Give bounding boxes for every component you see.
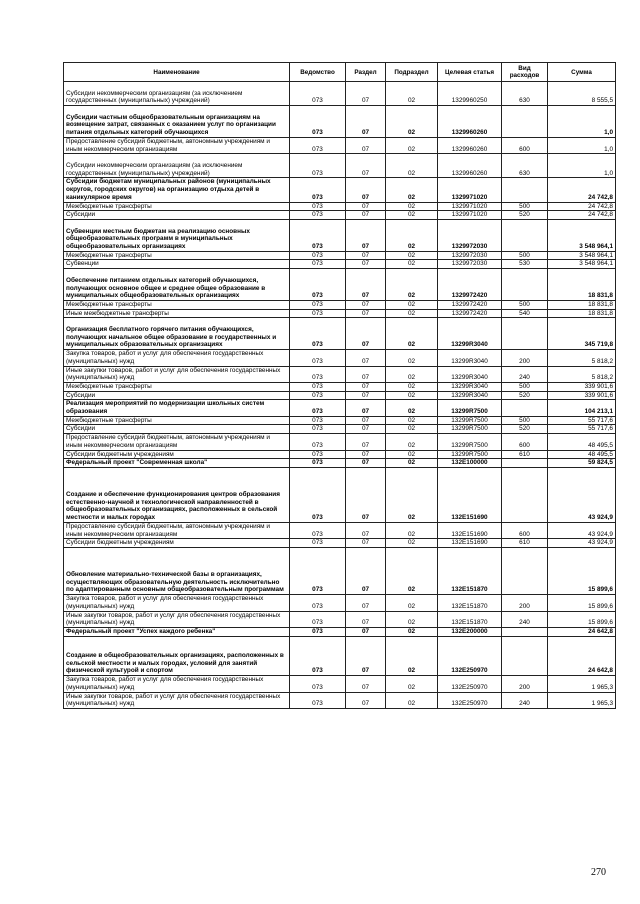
cell-expense-type [502,400,548,416]
cell-expense-type: 530 [502,260,548,269]
cell-name: Иные закупки товаров, работ и услуг для обеспечения государственных (муниципальных) нужд [64,366,290,382]
cell-target-article: 132E151870 [438,547,502,594]
cell-vedomstvo: 073 [290,318,346,350]
cell-podrazdel: 02 [386,300,438,309]
cell-target-article: 1329972420 [438,309,502,318]
cell-expense-type [502,269,548,301]
cell-name: Предоставление субсидий бюджетным, автономным учреждениям и иным некоммерческим организациям [64,434,290,450]
cell-podrazdel: 02 [386,211,438,220]
cell-name: Субсидии [64,211,290,220]
cell-name: Организация бесплатного горячего питания обучающихся, получающих начальное общее образование в государственных и муниципальных образовательных организациях [64,318,290,350]
cell-vedomstvo: 073 [290,106,346,138]
cell-target-article: 132E151690 [438,522,502,538]
cell-razdel: 07 [346,211,386,220]
cell-vedomstvo: 073 [290,82,346,106]
cell-razdel: 07 [346,82,386,106]
cell-sum: 339 901,6 [548,382,616,391]
table-row [64,522,616,538]
cell-sum: 5 818,2 [548,350,616,366]
cell-name: Закупка товаров, работ и услуг для обеспечения государственных (муниципальных) нужд [64,676,290,692]
cell-vedomstvo: 073 [290,416,346,425]
cell-target-article: 1329960260 [438,137,502,153]
cell-target-article: 1329971020 [438,202,502,211]
cell-podrazdel: 02 [386,219,438,251]
cell-podrazdel: 02 [386,251,438,260]
cell-razdel: 07 [346,366,386,382]
cell-target-article: 132E200000 [438,627,502,636]
table-row [64,219,616,251]
cell-razdel: 07 [346,391,386,400]
cell-sum: 24 642,8 [548,636,616,676]
cell-sum: 3 548 964,1 [548,251,616,260]
cell-name: Предоставление субсидий бюджетным, автономным учреждениям и иным некоммерческим организациям [64,137,290,153]
table-row [64,106,616,138]
table-row [64,539,616,548]
cell-podrazdel: 02 [386,391,438,400]
cell-expense-type: 600 [502,434,548,450]
cell-vedomstvo: 073 [290,425,346,434]
table-row [64,636,616,676]
table-row [64,692,616,708]
cell-target-article: 132E151690 [438,539,502,548]
cell-vedomstvo: 073 [290,154,346,178]
table-row [64,269,616,301]
cell-sum: 24 642,8 [548,627,616,636]
cell-vedomstvo: 073 [290,636,346,676]
cell-expense-type [502,318,548,350]
cell-expense-type [502,467,548,522]
cell-vedomstvo: 073 [290,676,346,692]
cell-expense-type [502,627,548,636]
cell-target-article: 132E151870 [438,611,502,627]
table-row [64,627,616,636]
table-row [64,350,616,366]
cell-razdel: 07 [346,539,386,548]
cell-podrazdel: 02 [386,522,438,538]
cell-sum: 15 899,6 [548,547,616,594]
cell-razdel: 07 [346,137,386,153]
table-row [64,309,616,318]
cell-vedomstvo: 073 [290,219,346,251]
cell-expense-type: 520 [502,391,548,400]
cell-name: Иные закупки товаров, работ и услуг для обеспечения государственных (муниципальных) нужд [64,692,290,708]
cell-vedomstvo: 073 [290,692,346,708]
page-number: 270 [591,867,606,878]
table-row [64,416,616,425]
cell-name: Субсидии [64,391,290,400]
cell-vedomstvo: 073 [290,309,346,318]
cell-podrazdel: 02 [386,366,438,382]
cell-vedomstvo: 073 [290,269,346,301]
cell-vedomstvo: 073 [290,522,346,538]
cell-sum: 59 824,5 [548,459,616,468]
cell-vedomstvo: 073 [290,350,346,366]
header-target-article: Целевая статья [438,63,502,82]
cell-razdel: 07 [346,547,386,594]
cell-razdel: 07 [346,202,386,211]
cell-razdel: 07 [346,219,386,251]
table-row [64,611,616,627]
cell-vedomstvo: 073 [290,366,346,382]
cell-razdel: 07 [346,595,386,611]
cell-razdel: 07 [346,106,386,138]
cell-sum: 1,0 [548,137,616,153]
cell-expense-type [502,106,548,138]
table-row [64,178,616,202]
table-row [64,391,616,400]
table-row [64,400,616,416]
cell-razdel: 07 [346,300,386,309]
cell-name: Реализация мероприятий по модернизации школьных систем образования [64,400,290,416]
cell-podrazdel: 02 [386,459,438,468]
cell-target-article: 13299R3040 [438,391,502,400]
cell-razdel: 07 [346,627,386,636]
cell-name: Субсидии бюджетам муниципальных районов (муниципальных округов, городских округов) на организацию отдыха детей в каникулярное время [64,178,290,202]
cell-razdel: 07 [346,434,386,450]
table-row [64,211,616,220]
cell-podrazdel: 02 [386,676,438,692]
cell-target-article: 1329972030 [438,260,502,269]
table-header-row [64,63,616,82]
cell-podrazdel: 02 [386,467,438,522]
cell-target-article: 1329972420 [438,269,502,301]
cell-sum: 43 924,9 [548,539,616,548]
cell-sum: 15 899,6 [548,611,616,627]
cell-sum: 339 901,6 [548,391,616,400]
cell-podrazdel: 02 [386,154,438,178]
cell-expense-type: 630 [502,154,548,178]
cell-sum: 1 965,3 [548,676,616,692]
cell-razdel: 07 [346,425,386,434]
cell-vedomstvo: 073 [290,627,346,636]
cell-name: Межбюджетные трансферты [64,300,290,309]
header-name: Наименование [64,63,290,82]
cell-vedomstvo: 073 [290,467,346,522]
cell-podrazdel: 02 [386,260,438,269]
cell-name: Обеспечение питанием отдельных категорий обучающихся, получающих основное общее и среднее общее образование в муниципальных общеобразовательных организациях [64,269,290,301]
table-row [64,459,616,468]
table-row [64,547,616,594]
cell-sum: 18 831,8 [548,269,616,301]
cell-name: Федеральный проект "Современная школа" [64,459,290,468]
header-podrazdel: Подраздел [386,63,438,82]
cell-name: Обновление материально-технической базы в организациях, осуществляющих образовательную деятельность исключительно по адаптированным основным общеобразовательным программам [64,547,290,594]
cell-sum: 24 742,8 [548,178,616,202]
cell-sum: 24 742,8 [548,211,616,220]
cell-razdel: 07 [346,676,386,692]
table-row [64,450,616,459]
cell-vedomstvo: 073 [290,251,346,260]
cell-target-article: 132E151690 [438,467,502,522]
cell-podrazdel: 02 [386,137,438,153]
cell-expense-type: 500 [502,202,548,211]
cell-target-article: 132E250970 [438,676,502,692]
cell-razdel: 07 [346,178,386,202]
cell-name: Субсидии бюджетным учреждениям [64,450,290,459]
cell-name: Федеральный проект "Успех каждого ребенка" [64,627,290,636]
cell-podrazdel: 02 [386,106,438,138]
cell-name: Межбюджетные трансферты [64,251,290,260]
cell-expense-type [502,636,548,676]
table-row [64,300,616,309]
header-vedomstvo: Ведомство [290,63,346,82]
cell-razdel: 07 [346,459,386,468]
cell-sum: 18 831,8 [548,309,616,318]
cell-sum: 8 555,5 [548,82,616,106]
cell-vedomstvo: 073 [290,434,346,450]
cell-podrazdel: 02 [386,692,438,708]
table-row [64,202,616,211]
cell-sum: 48 495,5 [548,434,616,450]
cell-name: Субсидии частным общеобразовательным организациям на возмещение затрат, связанных с оказанием услуг по организации питания отдельных категорий обучающихся [64,106,290,138]
table-row [64,366,616,382]
cell-podrazdel: 02 [386,309,438,318]
cell-target-article: 1329960260 [438,106,502,138]
cell-razdel: 07 [346,400,386,416]
cell-podrazdel: 02 [386,82,438,106]
cell-razdel: 07 [346,522,386,538]
cell-razdel: 07 [346,636,386,676]
cell-podrazdel: 02 [386,318,438,350]
cell-sum: 3 548 964,1 [548,260,616,269]
cell-razdel: 07 [346,350,386,366]
cell-podrazdel: 02 [386,450,438,459]
cell-podrazdel: 02 [386,178,438,202]
cell-podrazdel: 02 [386,434,438,450]
cell-name: Субвенции [64,260,290,269]
cell-podrazdel: 02 [386,400,438,416]
cell-expense-type [502,178,548,202]
cell-razdel: 07 [346,467,386,522]
cell-expense-type: 500 [502,382,548,391]
cell-sum: 5 818,2 [548,366,616,382]
cell-razdel: 07 [346,382,386,391]
cell-podrazdel: 02 [386,382,438,391]
cell-podrazdel: 02 [386,595,438,611]
cell-expense-type [502,547,548,594]
cell-vedomstvo: 073 [290,202,346,211]
cell-expense-type: 240 [502,366,548,382]
cell-podrazdel: 02 [386,539,438,548]
cell-podrazdel: 02 [386,547,438,594]
cell-expense-type: 520 [502,425,548,434]
cell-vedomstvo: 073 [290,400,346,416]
cell-target-article: 13299R7500 [438,416,502,425]
cell-expense-type: 630 [502,82,548,106]
cell-sum: 15 899,6 [548,595,616,611]
cell-sum: 1,0 [548,154,616,178]
cell-sum: 3 548 964,1 [548,219,616,251]
header-expense-type: Вид расходов [502,63,548,82]
cell-target-article: 132E250970 [438,636,502,676]
cell-target-article: 1329972030 [438,219,502,251]
cell-name: Иные межбюджетные трансферты [64,309,290,318]
header-sum: Сумма [548,63,616,82]
cell-vedomstvo: 073 [290,178,346,202]
cell-target-article: 132E250970 [438,692,502,708]
cell-expense-type: 600 [502,522,548,538]
cell-podrazdel: 02 [386,202,438,211]
cell-target-article: 13299R3040 [438,318,502,350]
cell-razdel: 07 [346,251,386,260]
cell-sum: 55 717,6 [548,425,616,434]
cell-razdel: 07 [346,416,386,425]
cell-vedomstvo: 073 [290,391,346,400]
table-row [64,260,616,269]
cell-vedomstvo: 073 [290,260,346,269]
cell-sum: 48 495,5 [548,450,616,459]
table-row [64,154,616,178]
cell-name: Субсидии [64,425,290,434]
cell-vedomstvo: 073 [290,547,346,594]
table-row [64,467,616,522]
cell-name: Субсидии некоммерческим организациям (за исключением государственных (муниципальных) учреждений) [64,82,290,106]
cell-target-article: 132E151870 [438,595,502,611]
cell-razdel: 07 [346,309,386,318]
cell-sum: 55 717,6 [548,416,616,425]
cell-razdel: 07 [346,692,386,708]
table-row [64,82,616,106]
cell-expense-type: 240 [502,611,548,627]
cell-razdel: 07 [346,611,386,627]
cell-vedomstvo: 073 [290,595,346,611]
cell-name: Предоставление субсидий бюджетным, автономным учреждениям и иным некоммерческим организациям [64,522,290,538]
cell-sum: 104 213,1 [548,400,616,416]
cell-expense-type: 610 [502,539,548,548]
cell-podrazdel: 02 [386,416,438,425]
cell-podrazdel: 02 [386,627,438,636]
cell-target-article: 13299R3040 [438,350,502,366]
cell-expense-type: 200 [502,595,548,611]
budget-table [63,62,616,709]
cell-name: Субвенции местным бюджетам на реализацию основных общеобразовательных программ в муниципальных общеобразовательных организациях [64,219,290,251]
cell-target-article: 13299R7500 [438,434,502,450]
cell-expense-type: 500 [502,251,548,260]
cell-podrazdel: 02 [386,611,438,627]
table-row [64,434,616,450]
cell-podrazdel: 02 [386,350,438,366]
cell-razdel: 07 [346,260,386,269]
cell-sum: 1 965,3 [548,692,616,708]
cell-vedomstvo: 073 [290,450,346,459]
table-row [64,137,616,153]
cell-name: Создание в общеобразовательных организациях, расположенных в сельской местности и малых городах, условий для занятий физической культурой и спортом [64,636,290,676]
header-razdel: Раздел [346,63,386,82]
cell-name: Субсидии бюджетным учреждениям [64,539,290,548]
cell-sum: 345 719,8 [548,318,616,350]
cell-podrazdel: 02 [386,269,438,301]
cell-sum: 1,0 [548,106,616,138]
cell-expense-type: 200 [502,350,548,366]
cell-target-article: 13299R3040 [438,366,502,382]
cell-name: Межбюджетные трансферты [64,382,290,391]
cell-vedomstvo: 073 [290,137,346,153]
cell-podrazdel: 02 [386,636,438,676]
cell-podrazdel: 02 [386,425,438,434]
cell-expense-type: 520 [502,211,548,220]
cell-razdel: 07 [346,450,386,459]
cell-name: Закупка товаров, работ и услуг для обеспечения государственных (муниципальных) нужд [64,350,290,366]
table-row [64,382,616,391]
cell-sum: 24 742,8 [548,202,616,211]
table-body [64,82,616,709]
table-row [64,251,616,260]
cell-razdel: 07 [346,318,386,350]
cell-expense-type: 200 [502,676,548,692]
table-row [64,425,616,434]
cell-name: Субсидии некоммерческим организациям (за исключением государственных (муниципальных) учреждений) [64,154,290,178]
cell-expense-type: 600 [502,137,548,153]
cell-target-article: 13299R3040 [438,382,502,391]
cell-vedomstvo: 073 [290,300,346,309]
cell-vedomstvo: 073 [290,211,346,220]
cell-name: Иные закупки товаров, работ и услуг для обеспечения государственных (муниципальных) нужд [64,611,290,627]
table-row [64,318,616,350]
cell-target-article: 1329960260 [438,154,502,178]
cell-expense-type: 240 [502,692,548,708]
cell-razdel: 07 [346,269,386,301]
cell-name: Межбюджетные трансферты [64,416,290,425]
cell-vedomstvo: 073 [290,611,346,627]
cell-sum: 18 831,8 [548,300,616,309]
cell-vedomstvo: 073 [290,382,346,391]
cell-name: Закупка товаров, работ и услуг для обеспечения государственных (муниципальных) нужд [64,595,290,611]
cell-expense-type: 610 [502,450,548,459]
cell-vedomstvo: 073 [290,539,346,548]
cell-expense-type: 500 [502,300,548,309]
table-row [64,595,616,611]
table-row [64,676,616,692]
cell-expense-type: 500 [502,416,548,425]
cell-target-article: 1329971020 [438,178,502,202]
cell-expense-type [502,219,548,251]
cell-target-article: 132E100000 [438,459,502,468]
cell-target-article: 1329972420 [438,300,502,309]
cell-target-article: 13299R7500 [438,400,502,416]
cell-razdel: 07 [346,154,386,178]
cell-expense-type: 540 [502,309,548,318]
cell-name: Межбюджетные трансферты [64,202,290,211]
cell-vedomstvo: 073 [290,459,346,468]
cell-expense-type [502,459,548,468]
cell-target-article: 1329960250 [438,82,502,106]
cell-sum: 43 924,9 [548,467,616,522]
cell-target-article: 1329971020 [438,211,502,220]
cell-name: Создание и обеспечение функционирования центров образования естественно-научной и технологической направленностей в общеобразовательных организациях, расположенных в сельской местности и малых городах [64,467,290,522]
cell-target-article: 13299R7500 [438,425,502,434]
cell-sum: 43 924,9 [548,522,616,538]
cell-target-article: 1329972030 [438,251,502,260]
cell-target-article: 13299R7500 [438,450,502,459]
